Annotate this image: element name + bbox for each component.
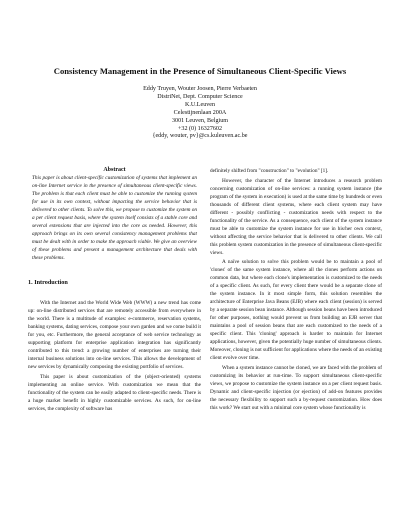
author-email: {eddy, wouter, pv}@cs.kuleuven.ac.be	[152, 133, 248, 140]
left-column	[28, 166, 201, 416]
intro-paragraph-1: With the Internet and the World Wide Web (WWW) a new trend has come up: on-line distributed services that are remotely accessible from everywhere in the world. There is a multitude of examples: e-commerce, reservation systems, banking systems, dating services, compose your own garden and we come build it for you, etc. Furthermore, the general acceptance of web service technology as supporting platform for enterprise application integration has significantly contributed to this trend: a growing number of enterprises are turning their internal business solutions into on-line services. This allows the development of new services by dynamically composing the existing portfolio of services.	[28, 300, 201, 371]
right-paragraph-1: definitely shifted from "construction" to "evolution" [1].	[210, 168, 329, 174]
author-street: Celestijnenlaan 200A	[173, 109, 227, 116]
author-phone: +32 (0) 16327602	[177, 125, 223, 132]
right-paragraph-2: However, the character of the Internet introduces a research problem concerning customization of on-line services: a running system instance (the program of the system in execution) is used at the same time by hundreds or even thousands of different client systems, where each client system may have different - possibly conflicting - customization needs with respect to the functionality of the service. As a consequence, each client of the system instance must be able to customize the system instance for use in his/her own context, without affecting the service behavior that is delivered to other clients. We call this problem system customization in the presence of simultaneous client-specific views.	[210, 177, 382, 256]
author-block	[0, 86, 400, 141]
author-city: 3001 Leuven, Belgium	[171, 117, 229, 124]
abstract-heading: Abstract	[103, 167, 126, 173]
author-names: Eddy Truyen, Wouter Joosen, Pierre Verbaeten	[143, 86, 257, 92]
right-paragraph-4: When a system instance cannot be cloned, we are faced with the problem of customizing its behavior at run-time. To support simultaneous client-specific views, we propose to customize the system instance on a per client request basis. Dynamic and client-specific injection (or ejection) of add-on features provides the necessary flexibility to support such a by-request customization. How does this work? We start out with a minimal core system whose functionality is	[210, 364, 382, 411]
abstract-text: This paper is about client-specific customization of systems that implement an on-line Internet service in the presence of simultaneous client-specific views. The problem is that each client must be able to customize the running system for use in its own context, without impacting the service behavior that is delivered to other clients. To solve this, we propose to customize the system on a per client request basis, where the system itself consists of a stable core and several extensions that are injected into the core as needed. However, this approach brings on its own several consistency management problems that must be dealt with in order to make the approach viable. We give an overview of these problems and present a management architecture that deals with these problems.	[32, 175, 197, 261]
author-university: K.U.Leuven	[184, 101, 216, 108]
right-paragraph-3: A naïve solution to solve this problem would be to maintain a pool of 'clones' of the same system instance, where all the clones perform actions on common data, but where each clone's implementation is customized to the needs of a specific client. As such, for every client there would be a separate clone of the system instance. In it most simple form, this solution resembles the architecture of Enterprise Java Beans (EJB) where each client (session) is served by a separate session bean instance. Although session beans have been introduced for other purposes, nothing would prevent us from building an EJB server that maintains a pool of session beans that are each customized to the needs of a specific client. This 'cloning' approach is harder to maintain for Internet applications, however, given the potentially huge number of simultaneous clients. Moreover, cloning is not sufficient for applications where the needs of an existing client evolve over time.	[210, 259, 382, 361]
right-column	[210, 168, 382, 415]
section-heading-introduction: 1. Introduction	[28, 279, 68, 287]
author-affiliation: DistriNet, Dept. Computer Science	[157, 93, 243, 100]
intro-paragraph-2: This paper is about customization of the (object-oriented) systems implementing an online service. With customization we mean that the functionality of the system can be easily adapted to client-specific needs. There is a huge market benefit in highly customizable services. As such, for on-line services, the complexity of software has	[28, 374, 201, 412]
paper-title: Consistency Management in the Presence of Simultaneous Client-Specific Views	[53, 66, 347, 76]
